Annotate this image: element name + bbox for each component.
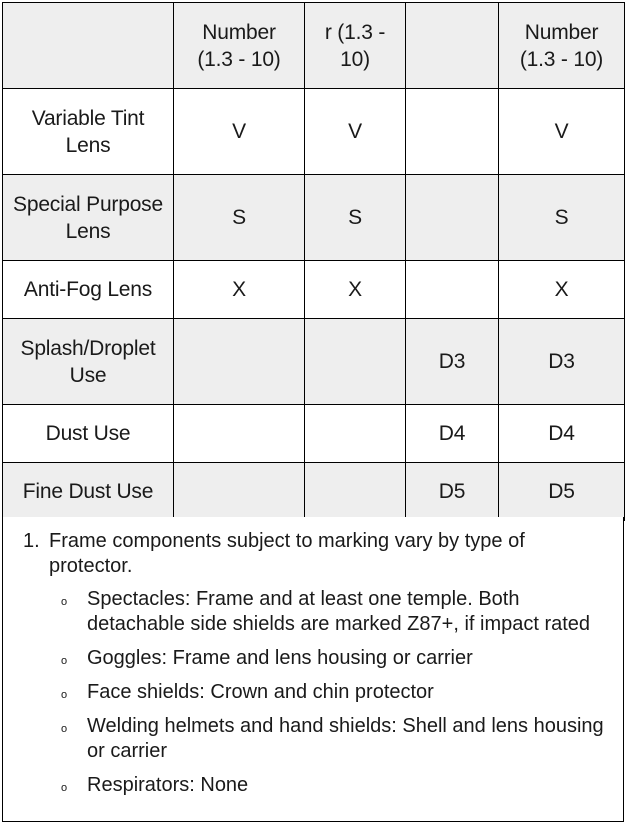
table-cell: V <box>305 89 406 175</box>
header-line: 10) <box>340 47 370 71</box>
header-cell <box>174 3 305 89</box>
circle-bullet-icon: o <box>61 596 68 608</box>
header-line: Number <box>202 20 276 44</box>
table-row <box>3 405 625 463</box>
sublist-item <box>63 680 613 705</box>
table-header-row <box>3 3 625 89</box>
sublist-item <box>63 587 613 637</box>
table-cell <box>174 463 305 521</box>
table-row <box>3 175 625 261</box>
header-line: (1.3 - 10) <box>197 47 281 71</box>
table-cell: X <box>499 261 625 319</box>
row-label: Fine Dust Use <box>3 463 174 521</box>
table-row <box>3 463 625 521</box>
header-cell <box>3 3 174 89</box>
sublist-item-text: Spectacles: Frame and at least one temple. Both detachable side shields are marked Z87+, if impact rated <box>87 588 591 635</box>
header-line: Number <box>524 20 599 44</box>
sublist-item-text: Face shields: Crown and chin protector <box>87 681 434 703</box>
footnote-sublist <box>63 587 613 807</box>
row-label: Special Purpose Lens <box>3 175 174 261</box>
marking-table <box>2 2 625 521</box>
table-cell <box>174 405 305 463</box>
table-cell: S <box>174 175 305 261</box>
row-label: Dust Use <box>3 405 174 463</box>
table-cell: V <box>499 89 625 175</box>
table-cell: D5 <box>499 463 625 521</box>
table-cell: V <box>174 89 305 175</box>
table-row <box>3 89 625 175</box>
sublist-item <box>63 646 613 671</box>
sublist-item-text: Welding helmets and hand shields: Shell and lens housing or carrier <box>87 715 604 762</box>
table-cell <box>406 89 499 175</box>
circle-bullet-icon: o <box>61 655 68 667</box>
table-cell: D4 <box>406 405 499 463</box>
table-cell: X <box>305 261 406 319</box>
table-cell: D3 <box>406 319 499 405</box>
table-cell: D5 <box>406 463 499 521</box>
header-cell <box>305 3 406 89</box>
footnote-item <box>23 529 613 579</box>
header-cell <box>406 3 499 89</box>
header-line: (1.3 - 10) <box>519 47 604 71</box>
table-row <box>3 319 625 405</box>
circle-bullet-icon: o <box>61 723 68 735</box>
table-cell <box>406 175 499 261</box>
row-label: Splash/Droplet Use <box>3 319 174 405</box>
header-cell <box>499 3 625 89</box>
table-cell <box>406 261 499 319</box>
table-cell: S <box>305 175 406 261</box>
sublist-item <box>63 773 613 798</box>
sublist-item <box>63 714 613 764</box>
table-cell: D3 <box>499 319 625 405</box>
table-cell <box>305 463 406 521</box>
footnotes <box>2 517 624 822</box>
row-label: Variable Tint Lens <box>3 89 174 175</box>
sublist-item-text: Goggles: Frame and lens housing or carrier <box>87 647 473 669</box>
table-cell <box>174 319 305 405</box>
table-cell <box>305 405 406 463</box>
table-row <box>3 261 625 319</box>
footnote-number: 1. <box>23 530 40 552</box>
footnote-text: Frame components subject to marking vary by type of protector. <box>49 530 525 577</box>
row-label: Anti-Fog Lens <box>3 261 174 319</box>
table-cell: X <box>174 261 305 319</box>
table-cell <box>305 319 406 405</box>
table-cell: D4 <box>499 405 625 463</box>
header-line: r (1.3 - <box>324 20 386 44</box>
table-cell: S <box>499 175 625 261</box>
circle-bullet-icon: o <box>61 782 68 794</box>
circle-bullet-icon: o <box>61 689 68 701</box>
sublist-item-text: Respirators: None <box>87 774 249 796</box>
